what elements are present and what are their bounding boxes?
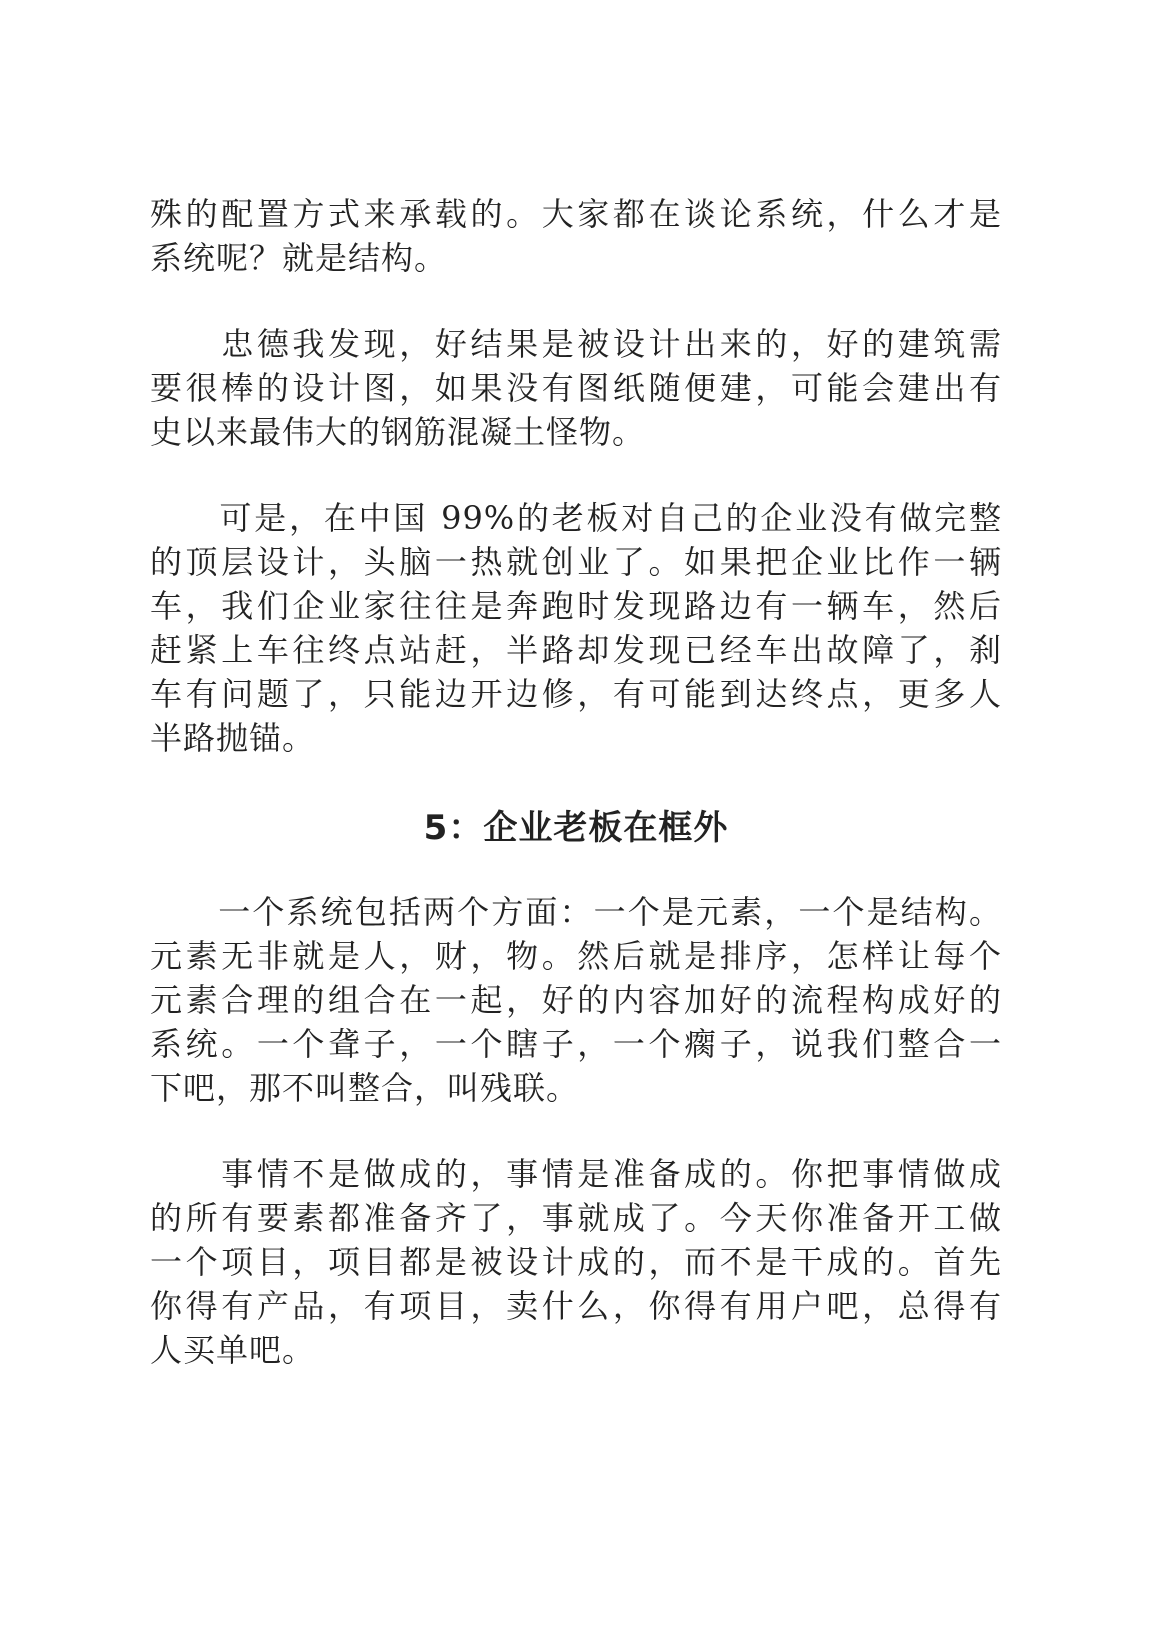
text-line: 要很棒的设计图，如果没有图纸随便建，可能会建出有 [150,369,1002,407]
text-line: 的所有要素都准备齐了，事就成了。今天你准备开工做 [150,1199,1002,1237]
paragraph-preparation [150,1152,1002,1372]
text-line: 可是，在中国 99%的老板对自己的企业没有做完整 [150,499,1002,537]
paragraph-top-level-design [150,496,1002,760]
text-line: 下吧，那不叫整合，叫残联。 [150,1069,580,1107]
page-body [150,192,1002,1414]
text-line: 一个系统包括两个方面：一个是元素，一个是结构。 [150,893,1002,931]
paragraph-design [150,322,1002,454]
section-heading: 5：企业老板在框外 [423,808,729,848]
text-line: 史以来最伟大的钢筋混凝土怪物。 [150,413,646,451]
text-line: 你得有产品，有项目，卖什么，你得有用户吧，总得有 [150,1287,1002,1325]
text-line: 系统。一个聋子，一个瞎子，一个瘸子，说我们整合一 [150,1025,1002,1063]
text-line: 人买单吧。 [150,1331,316,1369]
paragraph-system-structure [150,192,1002,280]
text-line: 事情不是做成的，事情是准备成的。你把事情做成 [150,1155,1002,1193]
text-line: 的顶层设计，头脑一热就创业了。如果把企业比作一辆 [150,543,1002,581]
text-line: 赶紧上车往终点站赶，半路却发现已经车出故障了，刹 [150,631,1002,669]
text-line: 半路抛锚。 [150,719,316,757]
text-line: 车，我们企业家往往是奔跑时发现路边有一辆车，然后 [150,587,1002,625]
text-line: 一个项目，项目都是被设计成的，而不是干成的。首先 [150,1243,1002,1281]
text-line: 殊的配置方式来承载的。大家都在谈论系统，什么才是 [150,195,1002,233]
text-line: 系统呢？就是结构。 [150,239,448,277]
text-line: 元素合理的组合在一起，好的内容加好的流程构成好的 [150,981,1002,1019]
text-line: 元素无非就是人，财，物。然后就是排序，怎样让每个 [150,937,1002,975]
text-line: 忠德我发现，好结果是被设计出来的，好的建筑需 [150,325,1002,363]
text-line: 车有问题了，只能边开边修，有可能到达终点，更多人 [150,675,1002,713]
paragraph-elements-structure [150,890,1002,1110]
